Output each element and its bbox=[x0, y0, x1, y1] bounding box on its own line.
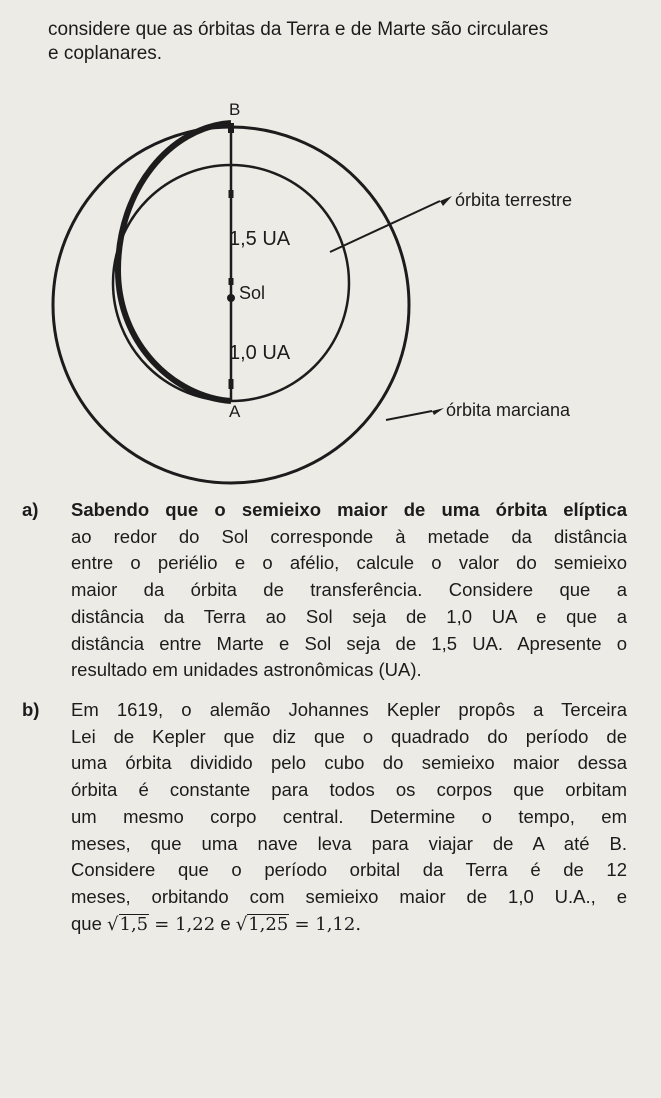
pointer-marte bbox=[386, 411, 432, 420]
question-b-line: Lei de Kepler que diz que o quadrado do período de bbox=[71, 725, 627, 747]
pointer-terra bbox=[330, 201, 440, 252]
question-a-line: distância entre Marte e Sol seja de 1,5 UA. Apresente o bbox=[71, 632, 627, 654]
orbit-diagram bbox=[0, 95, 661, 485]
question-b-line: um mesmo corpo central. Determine o tempo, em bbox=[71, 805, 627, 827]
label-a: A bbox=[229, 402, 241, 421]
question-a-line: entre o periélio e o afélio, calcule o valor do semieixo bbox=[71, 552, 627, 574]
question-b-letter: b) bbox=[22, 699, 40, 720]
label-sol: Sol bbox=[239, 283, 266, 303]
question-a-line: resultado em unidades astronômicas (UA). bbox=[71, 659, 422, 681]
question-b-line: meses, que uma nave leva para viajar de A até B. bbox=[71, 832, 627, 854]
intro-line-1: considere que as órbitas da Terra e de Marte são circulares bbox=[48, 19, 549, 40]
question-b-line: uma órbita dividido pelo cubo do semieixo maior dessa bbox=[71, 752, 627, 774]
label-1-5-ua: 1,5 UA bbox=[229, 228, 291, 250]
question-b-line: órbita é constante para todos os corpos que orbitam bbox=[71, 779, 627, 801]
question-a-body bbox=[71, 497, 627, 684]
question-b-body bbox=[71, 697, 627, 938]
sqrt-arg-1: 1,5 bbox=[119, 913, 149, 935]
transfer-orbit bbox=[118, 123, 231, 401]
question-a-line: Sabendo que o semieixo maior de uma órbita elíptica bbox=[71, 499, 627, 520]
sqrt-expression-2: √1,25 bbox=[235, 913, 289, 935]
label-1-0-ua: 1,0 UA bbox=[229, 342, 291, 364]
sun-dot bbox=[227, 294, 235, 302]
intro-line-2: e coplanares. bbox=[48, 43, 163, 64]
label-orbita-terrestre: órbita terrestre bbox=[455, 190, 573, 210]
question-a-line: maior da órbita de transferência. Considere que a bbox=[71, 579, 627, 601]
connector: e bbox=[220, 912, 231, 934]
pointer-terra-arrow bbox=[440, 196, 452, 206]
question-a-line: ao redor do Sol corresponde à metade da distância bbox=[71, 525, 627, 547]
question-b-line: meses, orbitando com semieixo maior de 1,0 U.A., e bbox=[71, 885, 627, 907]
question-b-line: Em 1619, o alemão Johannes Kepler propôs a Terceira bbox=[71, 699, 627, 720]
sqrt-expression-1: √1,5 bbox=[107, 913, 149, 935]
final-prefix: que bbox=[71, 912, 102, 934]
pointer-marte-arrow bbox=[432, 408, 444, 415]
question-b-line: Considere que o período orbital da Terra é de 12 bbox=[71, 859, 627, 881]
sqrt-arg-2: 1,25 bbox=[248, 913, 289, 935]
question-a-letter: a) bbox=[22, 499, 39, 520]
label-orbita-marciana: órbita marciana bbox=[446, 400, 571, 420]
intro-text bbox=[48, 18, 648, 66]
question-b-final-line bbox=[71, 911, 627, 939]
sqrt-value-1: = 1,22 bbox=[154, 913, 216, 935]
label-b: B bbox=[229, 100, 241, 119]
sqrt-value-2: = 1,12. bbox=[294, 913, 362, 935]
question-a-line: distância da Terra ao Sol seja de 1,0 UA e que a bbox=[71, 605, 627, 627]
